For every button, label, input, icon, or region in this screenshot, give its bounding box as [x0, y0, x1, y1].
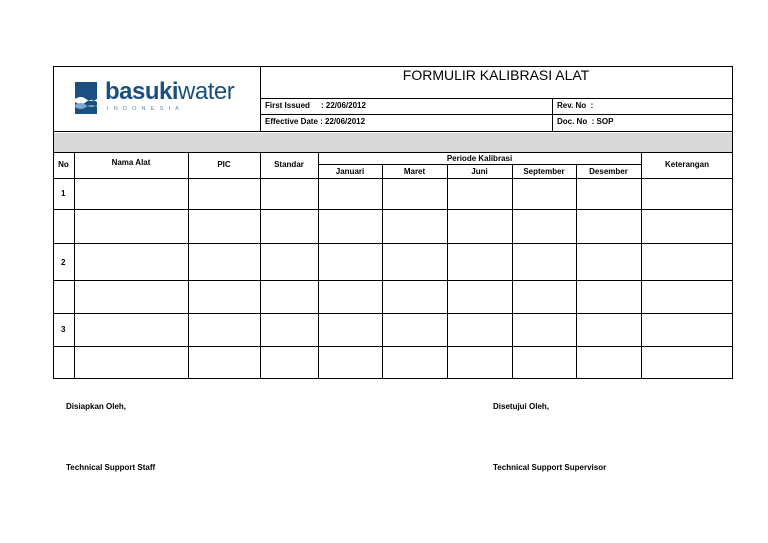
periode-rule [318, 164, 641, 165]
form-title: FORMULIR KALIBRASI ALAT [402, 67, 590, 83]
header-rule-1 [260, 98, 733, 99]
gray-band [54, 133, 732, 152]
col-header-standar: Standar [274, 160, 304, 169]
col-header-pic: PIC [217, 160, 231, 169]
row-rule [53, 209, 733, 210]
row-number: 2 [61, 258, 66, 267]
col-header-no: No [58, 160, 69, 169]
effective-date: Effective Date : 22/06/2012 [265, 117, 366, 126]
month-header: Desember [589, 167, 628, 176]
col-line-pic [260, 152, 261, 379]
col-line-des [641, 152, 642, 379]
form-frame [53, 66, 733, 379]
month-header: Maret [403, 167, 426, 176]
logo-wordmark: basukiwater [105, 78, 235, 105]
row-rule [53, 313, 733, 314]
row-rule [53, 243, 733, 244]
month-header: Juni [471, 167, 488, 176]
header-rule-2 [260, 114, 733, 115]
col-line-nama [188, 152, 189, 379]
table-header-bottom [53, 178, 733, 179]
rev-no: Rev. No : [557, 101, 594, 110]
col-header-nama-alat: Nama Alat [111, 158, 151, 167]
header-divider-rev [552, 98, 553, 132]
row-rule [53, 346, 733, 347]
col-header-periode: Periode Kalibrasi [446, 154, 513, 163]
header-bottom-rule [53, 131, 733, 132]
band-bottom-rule [53, 152, 733, 153]
approved-by-label: Disetujui Oleh, [493, 402, 550, 411]
doc-no: Doc. No : SOP [557, 117, 614, 126]
prepared-by-label: Disiapkan Oleh, [66, 402, 127, 411]
row-number: 3 [61, 325, 66, 334]
col-line-standar [318, 152, 319, 379]
first-issued: First Issued : 22/06/2012 [265, 101, 366, 110]
row-number: 1 [61, 189, 66, 198]
logo-subtitle: INDONESIA [107, 106, 185, 112]
month-header: September [523, 167, 565, 176]
prepared-by-role: Technical Support Staff [66, 463, 156, 472]
col-header-keterangan: Keterangan [664, 160, 709, 169]
month-header: Januari [335, 167, 365, 176]
row-rule [53, 280, 733, 281]
approved-by-role: Technical Support Supervisor [493, 463, 607, 472]
col-line-no [74, 152, 75, 379]
wave-logo-icon [75, 82, 97, 114]
